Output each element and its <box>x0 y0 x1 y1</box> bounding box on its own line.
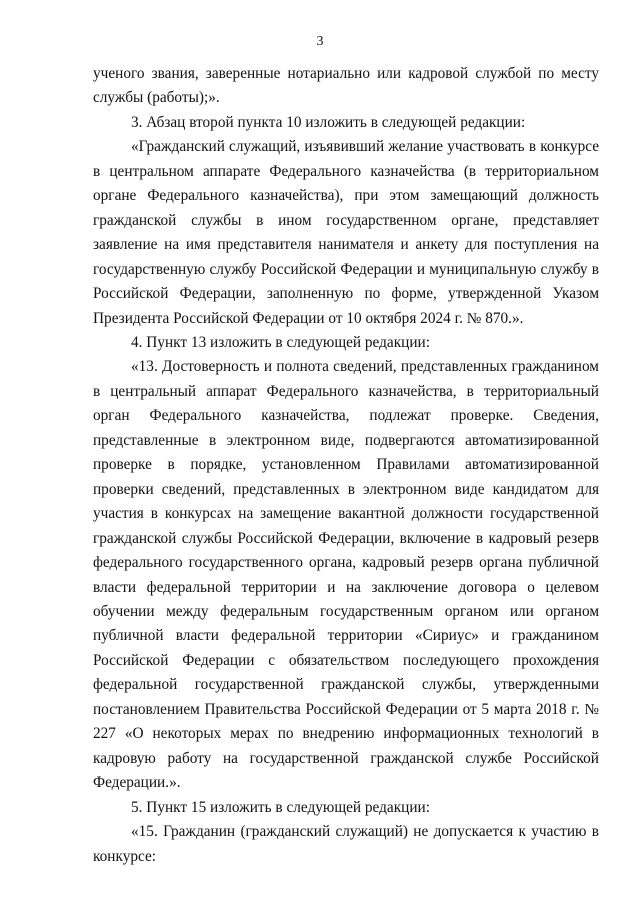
document-body <box>93 62 599 869</box>
page-number: 3 <box>316 34 324 49</box>
paragraph-item-5: 5. Пункт 15 изложить в следующей редакции: <box>131 798 430 816</box>
paragraph-item-3: 3. Абзац второй пункта 10 изложить в следующей редакции: <box>131 113 526 131</box>
paragraph-item-4-quote: «13. Достоверность и полнота сведений, представленных гражданином в центральный аппарат Федерального казначейства, в территориальный орган Федерального казначейства, подлежат проверке. Сведения, представленные в электронном виде, подвергаются автоматизированной проверке в порядке, установленном Правилами автоматизированной проверки сведений, представленных в электронном виде кандидатом для участия в конкурсах на замещение вакантной должности государственной гражданской службы Российской Федерации, включение в кадровый резерв федерального государственного органа, кадровый резерв органа публичной власти федеральной территории и на заключение договора о целевом обучении между федеральным государственным органом или органом публичной власти федеральной территории «Сириус» и гражданином Российской Федерации с обязательством последующего прохождения федеральной государственной гражданской службы, утвержденными постановлением Правительства Российской Федерации от 5 марта 2018 г. № 227 «О некоторых мерах по внедрению информационных технологий в кадровую работу на государственной гражданской службе Российской Федерации.». <box>93 358 599 792</box>
paragraph-item-3-quote: «Гражданский служащий, изъявивший желание участвовать в конкурсе в центральном аппарате Федерального казначейства (в территориальном органе Федерального казначейства), при этом замещающий должность гражданской службы в ином государственном органе, представляет заявление на имя представителя нанимателя и анкету для поступления на государственную службу Российской Федерации и муниципальную службу в Российской Федерации, заполненную по форме, утвержденной Указом Президента Российской Федерации от 10 октября 2024 г. № 870.». <box>93 138 599 327</box>
paragraph-continuation: ученого звания, заверенные нотариально или кадровой службой по месту службы (работы);». <box>93 65 599 107</box>
paragraph-item-4: 4. Пункт 13 изложить в следующей редакции: <box>131 333 430 351</box>
paragraph-item-5-quote: «15. Гражданин (гражданский служащий) не допускается к участию в конкурсе: <box>93 823 599 865</box>
